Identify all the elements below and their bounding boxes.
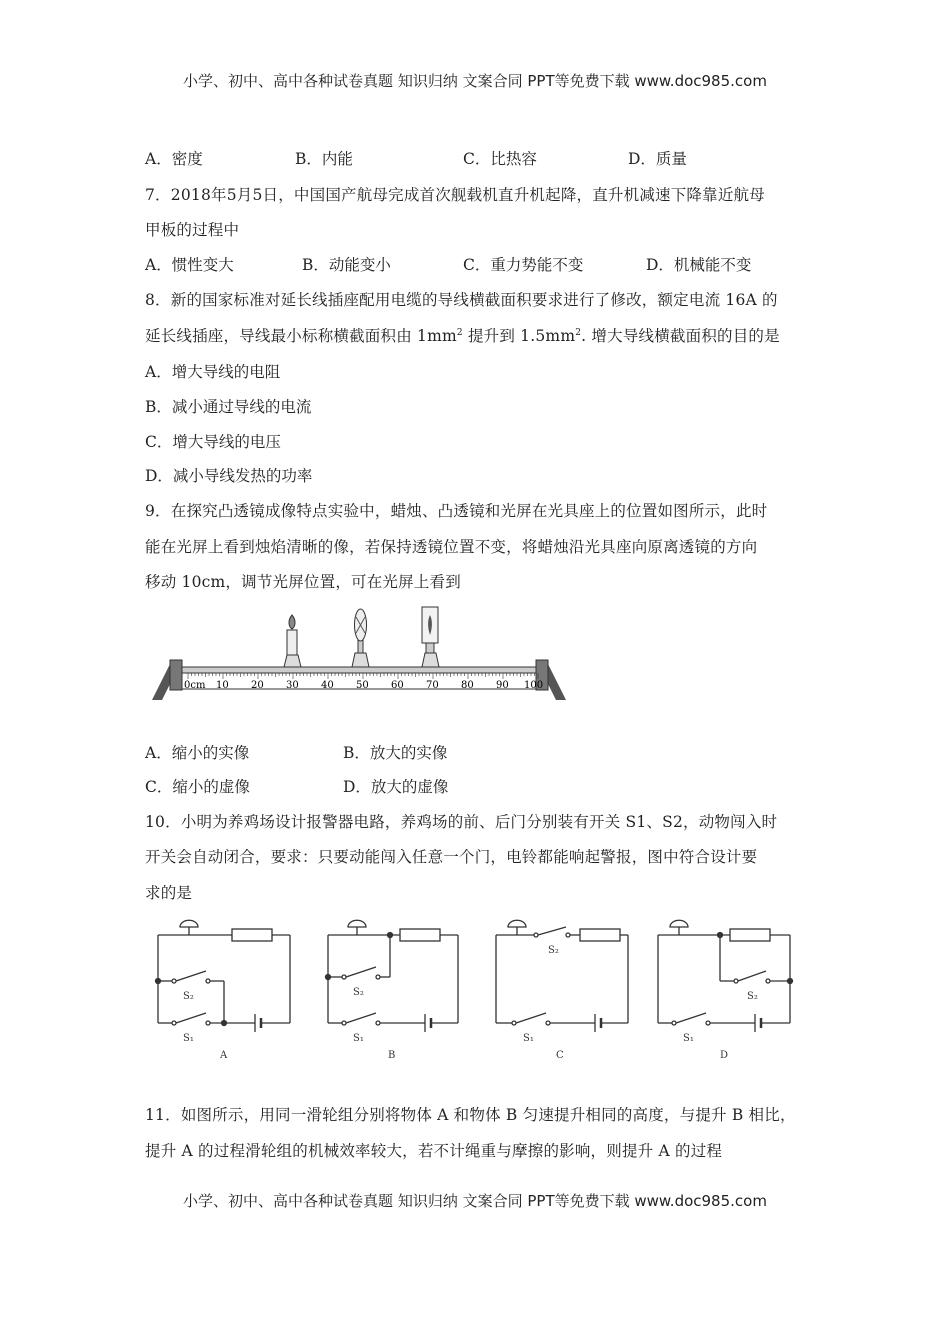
bench-rail [182,667,536,673]
scale-label-60: 60 [391,680,404,691]
circuit-diagrams [150,915,810,1065]
circuit-b [326,920,459,1032]
circuit-b-s1: S₁ [353,1033,364,1044]
q8-option-d: D．减小导线发热的功率 [145,467,313,485]
circuit-b-s2: S₂ [353,987,364,998]
circuit-a-label: A [220,1050,228,1061]
q9-stem-line1: 9．在探究凸透镜成像特点实验中，蜡烛、凸透镜和光屏在光具座上的位置如图所示，此时 [145,502,768,520]
convex-lens [352,609,369,667]
circuit-d-s1: S₁ [683,1033,694,1044]
scale-label-40: 40 [321,680,334,691]
light-screen [422,607,439,667]
circuit-d-label: D [720,1050,729,1061]
q6-option-d: D．质量 [628,150,687,168]
scale-label-10: 10 [216,680,229,691]
q6-option-b: B．内能 [295,150,353,168]
q9-stem-line3: 移动 10cm，调节光屏位置，可在光屏上看到 [145,573,461,591]
circuit-c-s1: S₁ [523,1033,534,1044]
q7-option-d: D．机械能不变 [646,256,752,274]
q9-option-b: B．放大的实像 [343,744,448,762]
q10-stem-line2: 开关会自动闭合，要求：只要动能闯入任意一个门，电铃都能响起警报，图中符合设计要 [145,848,758,866]
q8-stem-part3: . 增大导线横截面积的目的是 [581,327,780,345]
page-footer: 小学、初中、高中各种试卷真题 知识归纳 文案合同 PPT等免费下载 www.doc985.com [183,1192,767,1210]
circuit-d-s2: S₂ [747,991,758,1002]
q8-superscript-1: 2 [456,327,463,338]
optical-bench-figure [150,605,570,710]
q11-stem-line2: 提升 A 的过程滑轮组的机械效率较大，若不计绳重与摩擦的影响，则提升 A 的过程 [145,1142,723,1160]
q9-option-c: C．缩小的虚像 [145,778,250,796]
circuit-a [156,920,291,1032]
q6-option-c: C．比热容 [463,150,537,168]
q6-option-a: A．密度 [145,150,203,168]
page-header: 小学、初中、高中各种试卷真题 知识归纳 文案合同 PPT等免费下载 www.doc985.com [183,72,767,90]
q8-stem-part1: 延长线插座，导线最小标称横截面积由 1mm [145,327,457,345]
q11-stem-line1: 11．如图所示，用同一滑轮组分别将物体 A 和物体 B 匀速提升相同的高度，与提升 B 相比， [145,1106,796,1124]
q8-option-a: A．增大导线的电阻 [145,363,281,381]
candle [284,615,301,667]
q10-stem-line1: 10．小明为养鸡场设计报警器电路，养鸡场的前、后门分别装有开关 S1、S2，动物闯入时 [145,813,778,831]
q9-stem-line2: 能在光屏上看到烛焰清晰的像，若保持透镜位置不变，将蜡烛沿光具座向原离透镜的方向 [145,538,758,556]
circuit-c [496,920,628,1032]
circuit-a-s1: S₁ [183,1033,194,1044]
q7-option-c: C．重力势能不变 [463,256,584,274]
q7-option-b: B．动能变小 [302,256,391,274]
scale-label-80: 80 [461,680,474,691]
q8-stem-part2: 提升到 1.5mm [462,327,576,345]
q7-stem-line1: 7．2018年5月5日，中国国产航母完成首次舰载机直升机起降，直升机减速下降靠近航母 [145,186,765,204]
left-end-block [170,660,182,690]
q8-superscript-2: 2 [575,327,582,338]
circuit-b-label: B [388,1050,396,1061]
circuit-d [658,920,793,1032]
q8-stem-line1: 8．新的国家标准对延长线插座配用电缆的导线横截面积要求进行了修改，额定电流 16A 的 [145,291,778,309]
q7-stem-line2: 甲板的过程中 [145,221,240,239]
scale-label-100: 100 [524,680,544,691]
q10-stem-line3: 求的是 [145,884,193,902]
scale-label-50: 50 [356,680,369,691]
circuit-a-s2: S₂ [183,991,194,1002]
q8-option-c: C．增大导线的电压 [145,433,281,451]
q8-stem-line2 [145,324,780,346]
q8-option-b: B．减小通过导线的电流 [145,398,312,416]
scale-label-0: 0cm [184,680,206,691]
q7-option-a: A．惯性变大 [145,256,234,274]
scale-label-90: 90 [496,680,509,691]
scale-label-20: 20 [251,680,264,691]
q9-option-d: D．放大的虚像 [343,778,449,796]
scale-label-70: 70 [426,680,439,691]
q9-option-a: A．缩小的实像 [145,744,250,762]
circuit-c-label: C [556,1050,564,1061]
circuit-c-s2: S₂ [548,945,559,956]
scale-label-30: 30 [286,680,299,691]
